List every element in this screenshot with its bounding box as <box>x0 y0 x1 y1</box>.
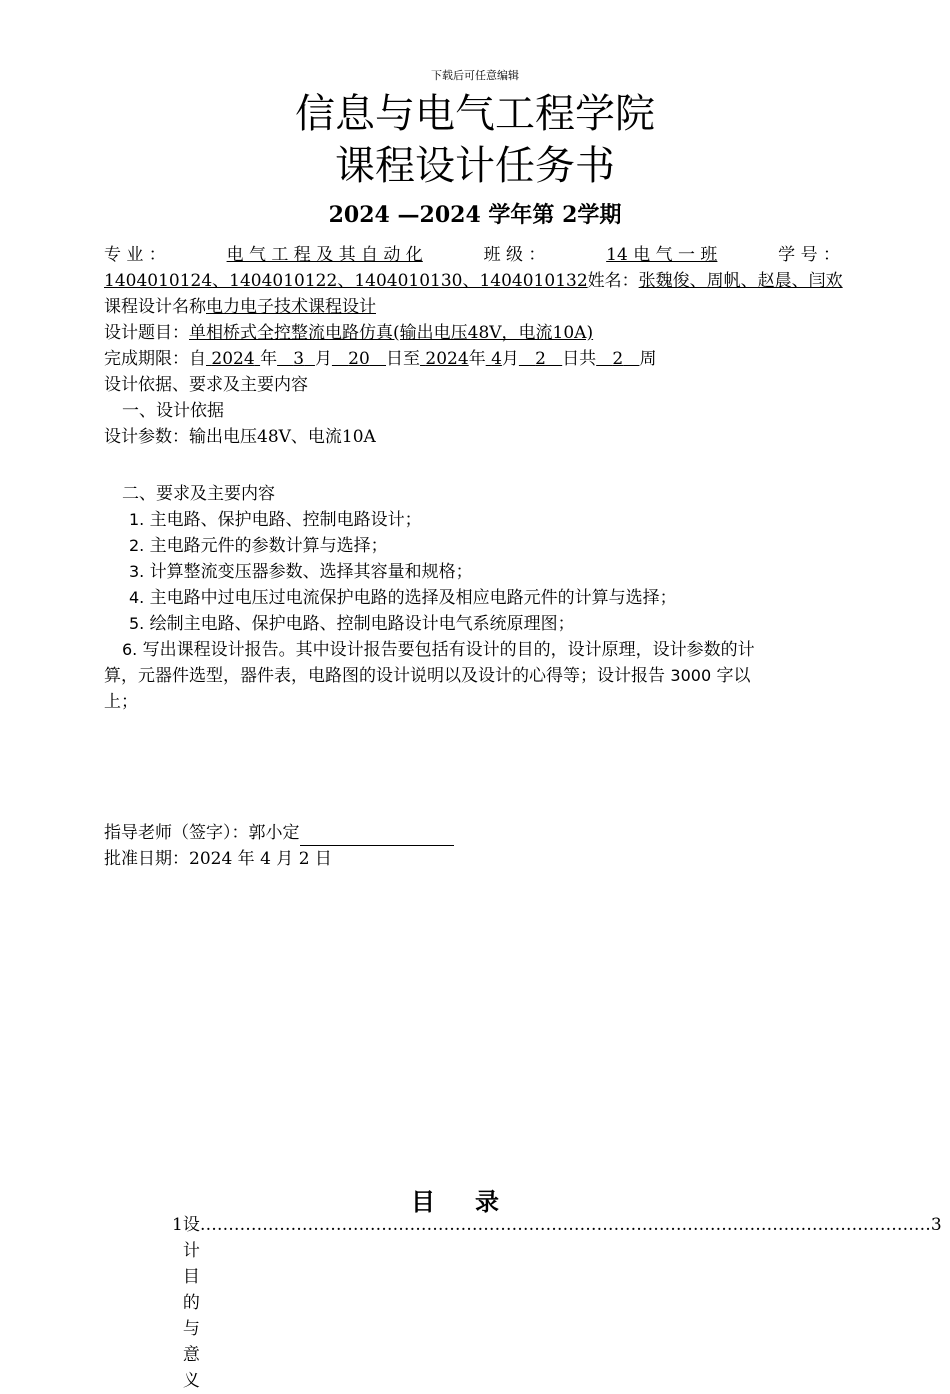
list-item-6-end: 上； <box>104 692 138 712</box>
course-value: 电力电子技术课程设计 <box>206 297 376 317</box>
student-ids: 1404010124、1404010122、1404010130、1404010132 <box>104 271 588 291</box>
topic-label: 设计题目： <box>104 323 189 343</box>
course-label: 课程设计名称 <box>104 297 206 317</box>
section1-title: 一、设计依据 <box>122 401 224 421</box>
toc-title: 目录 <box>411 1188 539 1216</box>
year-label: 年 <box>260 349 278 369</box>
header-note: 下载后可任意编辑 <box>431 69 519 82</box>
info-line-ids <box>104 268 843 294</box>
design-params: 设计参数：输出电压48V、电流10A <box>104 427 376 447</box>
year-label-2: 年 <box>468 349 486 369</box>
toc-entry-num: 1 <box>172 1215 183 1235</box>
approval-date: 批准日期：2024 年 4 月 2 日 <box>104 849 332 869</box>
name-label: 姓名： <box>587 271 639 291</box>
list-item: 5. 绘制主电路、保护电路、控制电路设计电气系统原理图； <box>129 614 575 634</box>
class-value: 14 电 气 一 班 <box>606 245 718 265</box>
topic-value: 单相桥式全控整流电路仿真(输出电压48V，电流10A) <box>189 323 594 343</box>
list-item: 4. 主电路中过电压过电流保护电路的选择及相应电路元件的计算与选择； <box>129 588 677 608</box>
signature-line <box>300 827 454 846</box>
week-unit: 周 <box>639 349 657 369</box>
list-item: 3. 计算整流变压器参数、选择其容量和规格； <box>129 562 473 582</box>
start-day: 20 <box>348 349 370 369</box>
info-line-topic <box>104 320 593 346</box>
advisor-signature <box>104 820 454 846</box>
basis-heading: 设计依据、要求及主要内容 <box>104 375 308 395</box>
period-label: 完成期限：自 <box>104 349 206 369</box>
college-title: 信息与电气工程学院 <box>295 91 655 137</box>
week-count: 2 <box>612 349 624 369</box>
student-names: 张魏俊、周帆、赵晨、闫欢 <box>638 271 843 291</box>
list-item-6: 6. 写出课程设计报告。其中设计报告要包括有设计的目的，设计原理，设计参数的计 <box>122 640 755 660</box>
end-year: 2024 <box>425 349 469 369</box>
month-label-2: 月 <box>501 349 519 369</box>
advisor-name: 郭小定 <box>248 823 300 843</box>
section2-title: 二、要求及主要内容 <box>122 484 275 504</box>
advisor-label: 指导老师（签字）： <box>104 823 249 843</box>
toc-entry-page: 3 <box>930 1215 942 1235</box>
toc-leader: ………………………………………………………………………………………………………………… <box>199 1215 931 1235</box>
student-id-label: 学 号 ： <box>778 245 840 265</box>
start-month: 3 <box>293 349 305 369</box>
major-label: 专 业 ： <box>104 245 166 265</box>
major-value: 电 气 工 程 及 其 自 动 化 <box>226 245 423 265</box>
document-title: 课程设计任务书 <box>335 143 615 189</box>
month-label: 月 <box>314 349 332 369</box>
toc-entry[interactable] <box>172 1212 942 1394</box>
end-month: 4 <box>491 349 502 369</box>
total-label: 日共 <box>562 349 597 369</box>
toc-entry-text: 设计目的与意义 <box>182 1215 200 1391</box>
info-line-period <box>104 346 656 372</box>
to-label: 日至 <box>386 349 421 369</box>
start-year: 2024 <box>211 349 255 369</box>
info-line-course <box>104 294 376 320</box>
class-label: 班 级 ： <box>483 245 546 265</box>
info-line-major <box>104 242 840 268</box>
academic-term: 2024 —2024 学年第 2学期 <box>328 202 622 228</box>
list-item: 2. 主电路元件的参数计算与选择； <box>129 536 388 556</box>
end-day: 2 <box>535 349 546 369</box>
list-item-6-cont: 算，元器件选型，器件表，电路图的设计说明以及设计的心得等；设计报告 3000 字以 <box>104 666 751 686</box>
list-item: 1. 主电路、保护电路、控制电路设计； <box>129 510 422 530</box>
